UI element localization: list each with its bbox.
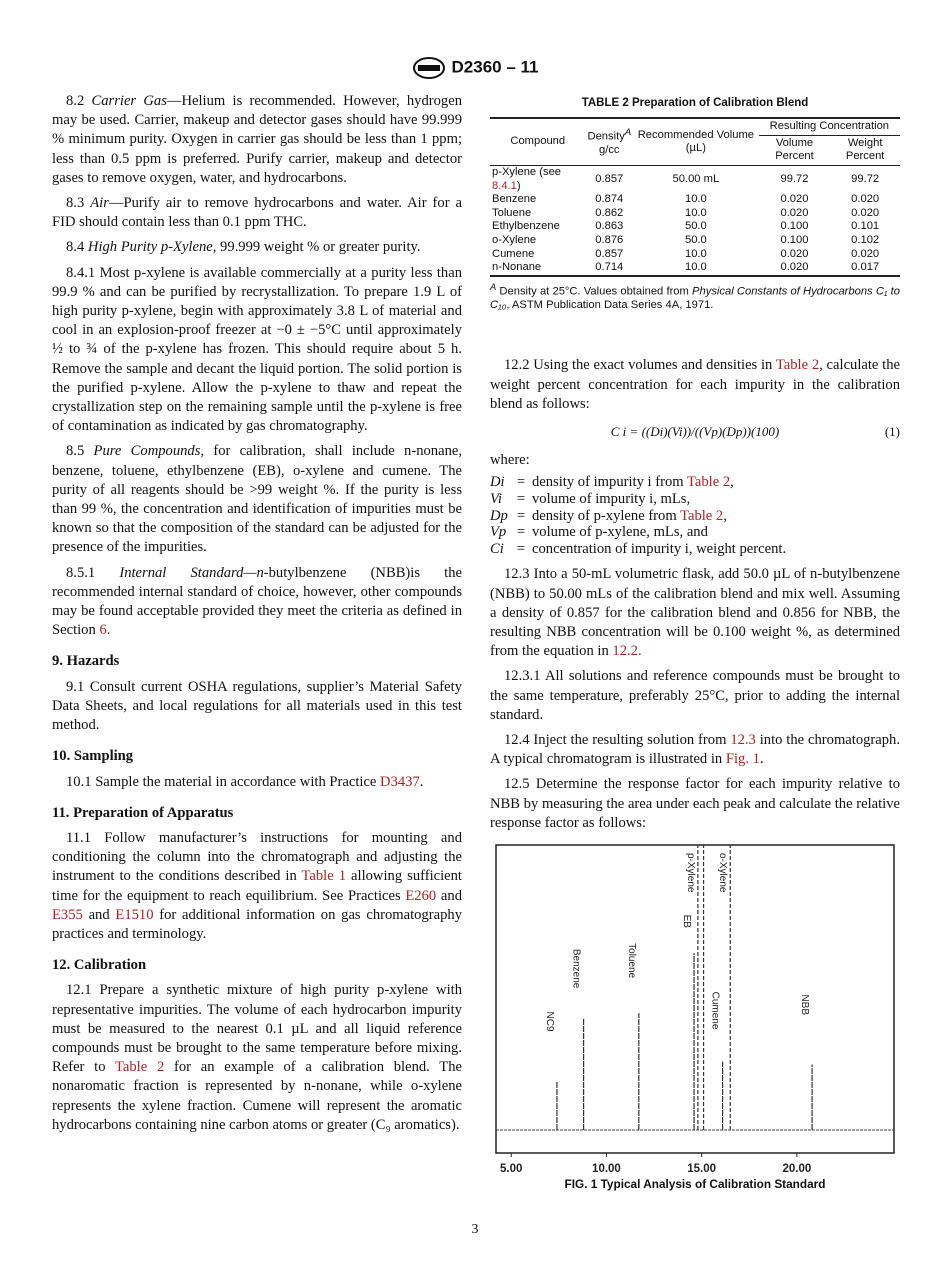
symbol: Vi [490,491,502,508]
symbol: Vp [490,524,507,541]
cell-wt-pct: 0.102 [851,233,880,246]
definition-text: concentration of impurity i, weight percent. [532,540,787,557]
peak-label: Cumene [709,991,721,1030]
definition-text: volume of p-xylene, mLs, and [532,524,708,541]
cell-vol-pct: 0.100 [780,220,809,233]
cell-wt-pct: 0.101 [851,220,880,233]
symbol: Dp [490,507,508,524]
definition-text: density of p-xylene from Table 2, [532,507,727,524]
equals-sign: = [516,540,526,557]
cell-wt-pct: 0.017 [830,261,900,276]
link-12-2[interactable]: 12.2. [612,643,642,660]
right-column [490,92,900,839]
table-row [490,261,900,276]
definition-item [490,508,900,525]
cell-vol-pct: 0.100 [780,233,809,246]
peak-label: o-Xylene [717,853,729,893]
cell-volume: 10.0 [633,261,759,276]
definition-text: density of impurity i from Table 2, [532,474,734,491]
link-fig-1[interactable]: Fig. 1 [725,751,760,768]
peak-label: p-Xylene [684,853,696,893]
where-label: where: [490,452,530,469]
section-12-3: 12.3 Into a 50-mL volumetric flask, add 50.0 µL of n-butylbenzene (NBB) to 50.00 mLs of the calibration blend and mix well. Assuming a density of 0.857 for the calibration blend and 0.856 for NBB, the resulting NBB concentration will be 0.100 weight %, as determined from the equation in 12.2. [490,566,900,660]
section-12-5: 12.5 Determine the response factor for each impurity relative to NBB by measuring the area under each peak and calculate the relative response factor as follows: [490,776,900,831]
x-tick-label: 20.00 [782,1163,812,1173]
link-e1510[interactable]: E1510 [115,906,154,923]
cell-wt-pct: 99.72 [830,165,900,193]
link-table-1[interactable]: Table 1 [301,868,347,885]
table-row [490,193,900,207]
page-number: 3 [471,1222,479,1237]
cell-volume: 10.0 [684,206,707,219]
table-row [490,165,900,193]
section-12-1: 12.1 Prepare a synthetic mixture of high purity p-xylene with representative impurities. The volume of each hydrocarbon impurity must be measured to the nearest 0.1 µL and all liquid reference compounds must be brought to the same temperature before mixing. Refer to Table 2 for an example of a calibration blend. The nonaromatic fraction is represented by n-nonane, while o-xylene represents the xylene fraction. Cumene will represent the aromatic hydrocarbons containing nine carbon atoms or greater (C₉ aromatics). [52,982,462,1133]
definition-item [490,541,900,558]
cell-vol-pct: 0.020 [780,247,809,260]
cell-density: 0.876 [595,233,624,246]
table-row [490,248,900,262]
link-table-2[interactable]: Table 2 [775,357,820,374]
table-row [490,234,900,248]
col-resulting: Resulting Concentration [759,118,900,135]
cell-volume: 10.0 [684,247,707,260]
link-d3437[interactable]: D3437 [380,773,420,790]
peak-label: NC9 [543,1011,555,1032]
cell-vol-pct: 99.72 [759,165,831,193]
link-8-4-1[interactable]: 8.4.1 [492,179,517,192]
heading-sampling: 10. Sampling [52,748,134,765]
cell-wt-pct: 0.020 [851,193,880,206]
equals-sign: = [516,491,526,508]
left-column [52,92,462,1141]
table-2-title: TABLE 2 Preparation of Calibration Blend [581,97,809,109]
peak-label: EB [681,914,693,928]
document-header [0,56,950,80]
section-8-5: 8.5 Pure Compounds, for calibration, shall include n-nonane, benzene, toluene, ethylbenzene (EB), o-xylene and cumene. The purity of all reagents should be >99 weight %. If the purity is less than 99 %, the concentration and identification of impurities must be known so that the composition of the standard can be adjusted for the presence of the impurities. [52,443,463,556]
link-table-2[interactable]: Table 2 [686,474,731,491]
cell-vol-pct: 0.020 [759,261,831,276]
col-volume-percent: Volume Percent [759,135,831,165]
link-table-2[interactable]: Table 2 [680,507,724,524]
cell-density: 0.863 [595,220,624,233]
cell-compound: o-Xylene [492,233,537,246]
equals-sign: = [516,524,526,541]
section-8-4-1: 8.4.1 Most p-xylene is available commercially at a purity less than 99.9 % and can be purified by recrystallization. To prepare 1.9 L of high purity p-xylene, begin with approximately 3.8 L of material and cool in an explosion-proof freezer at −0 ± −5°C until approximately ½ to ¾ of the p-xylene has frozen. This should require about 5 h. Remove the sample and decant the liquid portion. The solid portion is the purified p-xylene. Allow the p-xylene to thaw and repeat the crystallization step on the remaining sample until the p-xylene is free of contamination as indicated by gas chromatography. [52,264,462,435]
cell-compound: p-Xylene (see 8.4.1) [490,165,586,193]
section-8-2: 8.2 Carrier Gas—Helium is recommended. However, hydrogen may be used. Carrier, makeup and detector gases should have 99.999 % minimum purity. Oxygen in carrier gas should be less than 1 ppm; less than 0.5 ppm is preferred. Purify carrier, makeup and detector gases to remove oxygen, water, and hydrocarbons. [52,93,462,186]
col-volume: Recommended Volume (µL) [633,118,759,165]
section-8-5-1: 8.5.1 Internal Standard—n-butylbenzene (NBB)is the recommended internal standard of choice, however, other compounds may be found acceptable provided they meet the criteria as defined in Section 6. [52,564,463,639]
cell-volume: 50.00 mL [633,165,759,193]
figure-1 [490,843,900,1203]
peak-label: NBB [799,994,811,1016]
cell-density: 0.874 [595,193,624,206]
cell-volume: 10.0 [684,193,707,206]
x-tick-label: 15.00 [687,1163,717,1173]
section-12-2: 12.2 Using the exact volumes and densities in Table 2, calculate the weight percent concentration for each impurity in the calibration blend as follows: [490,357,901,412]
cell-compound: n-Nonane [490,261,586,276]
link-e260[interactable]: E260 [405,887,437,904]
definition-item [490,474,900,491]
section-9-1: 9.1 Consult current OSHA regulations, supplier’s Material Safety Data Sheets, and local regulations for all materials used in this test method. [52,678,462,734]
cell-vol-pct: 0.020 [780,206,809,219]
cell-wt-pct: 0.020 [851,206,880,219]
peak-label: Benzene [570,948,582,989]
col-density: Density$^A$ g/cc [586,118,634,165]
table-row [490,207,900,221]
table-2 [490,117,900,277]
link-12-3[interactable]: 12.3 [730,732,756,749]
section-10-1: 10.1 Sample the material in accordance with Practice D3437. [66,773,424,790]
table-2-footnote: $^A$ Density at 25°C. Values obtained from Physical Constants of Hydrocarbons C₁ to C₁₀, ASTM Publication Data Series 4A, 1971. [490,281,900,312]
link-e355[interactable]: E355 [52,906,83,923]
cell-wt-pct: 0.020 [851,247,880,260]
section-12-4: 12.4 Inject the resulting solution from 12.3 into the chromatograph. A typical chromatogram is illustrated in Fig. 1. [490,732,901,768]
chromatogram [490,843,900,1173]
link-table-2[interactable]: Table 2 [115,1059,165,1076]
cell-volume: 50.0 [684,233,707,246]
equals-sign: = [516,507,526,524]
definition-item [490,524,900,541]
heading-calibration: 12. Calibration [52,957,147,974]
section-8-3: 8.3 Air—Purify air to remove hydrocarbons and water. Air for a FID should contain less than 0.1 ppm THC. [52,195,462,231]
equals-sign: = [516,474,526,491]
section-8-4: 8.4 High Purity p-Xylene, 99.999 weight % or greater purity. [66,239,421,256]
peak-label: Toluene [625,943,637,979]
x-tick-label: 5.00 [500,1163,523,1173]
cell-compound: Benzene [492,193,537,206]
cell-vol-pct: 0.020 [780,193,809,206]
cell-density: 0.862 [595,206,624,219]
figure-caption: FIG. 1 Typical Analysis of Calibration Standard [564,1177,826,1191]
heading-preparation-apparatus: 11. Preparation of Apparatus [52,804,234,821]
x-tick-label: 10.00 [592,1163,621,1173]
symbol: Di [490,474,505,491]
section-11-1: 11.1 Follow manufacturer’s instructions for mounting and conditioning the column into the chromatograph and adjusting the instrument to the conditions described in Table 1 allowing sufficient time for the equipment to reach equilibrium. See Practices E260 and E355 and E1510 for additional information on gas chromatography practices and terminology. [52,829,462,942]
table-row [490,220,900,234]
cell-density: 0.857 [586,165,634,193]
cell-compound: Toluene [492,206,532,219]
cell-compound: Ethylbenzene [492,220,560,233]
section-12-3-1: 12.3.1 All solutions and reference compounds must be brought to the same temperature, preferably 25°C, prior to adding the internal standard. [490,668,900,723]
heading-hazards: 9. Hazards [52,653,120,670]
cell-density: 0.857 [595,247,624,260]
designation: D2360 – 11 [451,57,539,77]
symbol: Ci [490,540,504,557]
astm-logo-icon [412,56,446,80]
equation-1: C i = ((Di)(Vi))/((Vp)(Dp))(100) (1) [610,424,900,440]
cell-volume: 50.0 [684,220,707,233]
cell-compound: Cumene [492,247,535,260]
col-compound: Compound [490,118,586,165]
col-weight-percent: Weight Percent [830,135,900,165]
link-section-6[interactable]: 6 [99,622,107,639]
variable-definitions [490,474,900,557]
cell-density: 0.714 [586,261,634,276]
definition-item [490,491,900,508]
definition-text: volume of impurity i, mLs, [532,491,691,508]
